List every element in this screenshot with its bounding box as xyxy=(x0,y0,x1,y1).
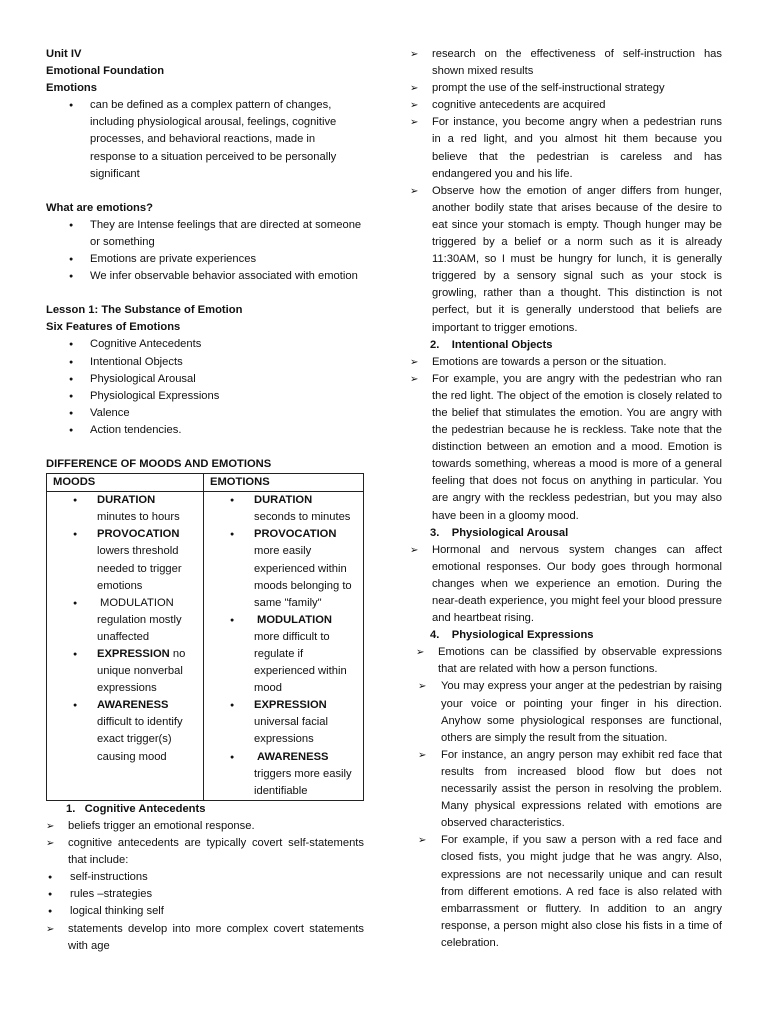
six-features-heading: Six Features of Emotions xyxy=(46,321,181,334)
mood-duration: ● DURATION minutes to hours xyxy=(53,492,199,526)
foundation-title: Emotional Foundation xyxy=(46,65,165,78)
list-item: ➢ You may express your anger at the pedestrian by raising your voice or pointing your finger in his direction. Anyhow some physiological responses are functional, others are simply the result from the situation. xyxy=(410,678,722,746)
intentional-objects-list xyxy=(410,354,722,525)
physiological-arousal-heading: 3. Physiological Arousal xyxy=(430,526,569,539)
left-column xyxy=(46,46,364,955)
list-item: ● rules –strategies xyxy=(46,886,364,903)
emotion-modulation: ● MODULATION more difficult to regulate if experienced within mood xyxy=(210,612,359,697)
list-item: ➢ research on the effectiveness of self-instruction has shown mixed results xyxy=(410,46,722,80)
list-item: ● Physiological Expressions xyxy=(46,388,364,405)
physiological-expressions-list-b xyxy=(410,678,722,952)
list-item: ➢ For example, if you saw a person with a red face and closed fists, you might judge that he was angry. Also, expressions are not necessarily unique and can result from different emotions. A red face is also related with embarrassment or fluttery. In addition to an angry response, a person might also close his fists in a time of celebration. xyxy=(410,832,722,952)
list-item: ➢ prompt the use of the self-instructional strategy xyxy=(410,80,722,97)
list-item: ➢ statements develop into more complex covert statements with age xyxy=(46,921,364,955)
list-item: ➢ Hormonal and nervous system changes can affect emotional responses. Our body goes through hormonal changes when we experience an emotion. During the near-death experience, you might feel your blood pressure and heartbeat rising. xyxy=(410,542,722,627)
cognitive-bullets xyxy=(46,869,364,920)
list-item: ● Action tendencies. xyxy=(46,422,364,439)
moods-emotions-table xyxy=(46,473,364,801)
six-features-list xyxy=(46,336,364,439)
mood-provocation: ● PROVOCATION lowers threshold needed to trigger emotions xyxy=(53,526,199,594)
emotions-heading: Emotions xyxy=(46,82,97,95)
list-item: ➢ cognitive antecedents are typically covert self-statements that include: xyxy=(46,835,364,869)
cognitive-list-b xyxy=(46,921,364,955)
intentional-objects-heading: 2. Intentional Objects xyxy=(430,338,553,351)
list-item: ● They are Intense feelings that are directed at someone or something xyxy=(46,217,364,251)
emotion-expression: ● EXPRESSION universal facial expressions xyxy=(210,697,359,748)
difference-heading: DIFFERENCE OF MOODS AND EMOTIONS xyxy=(46,457,272,470)
lesson-heading: Lesson 1: The Substance of Emotion xyxy=(46,304,243,317)
list-item: ● Physiological Arousal xyxy=(46,371,364,388)
list-item: ➢ Observe how the emotion of anger differs from hunger, another bodily state that arises because of the desire to eat since your stomach is empty. Though hunger may be triggered by a belief or a norm such as it is already 11:30AM, so I must be hungry for lunch, it is generally triggered by a sensory signal such as your stock is growling, rather than a thought. This distinction is not perfect, but it is generally understood that beliefs are important to trigger emotions. xyxy=(410,183,722,337)
list-item: ➢ cognitive antecedents are acquired xyxy=(410,97,722,114)
physiological-arousal-list xyxy=(410,542,722,627)
emotions-column-header: EMOTIONS xyxy=(204,474,364,492)
moods-column-header: MOODS xyxy=(47,474,204,492)
list-item: ● self-instructions xyxy=(46,869,364,886)
list-item: ➢ Emotions are towards a person or the situation. xyxy=(410,354,722,371)
what-heading: What are emotions? xyxy=(46,201,153,214)
list-item: ● Cognitive Antecedents xyxy=(46,336,364,353)
moods-cell xyxy=(47,492,204,801)
list-item: ➢ For instance, an angry person may exhibit red face that results from increased blood flow but does not necessarily assist the person in resolving the problem. Many physical expressions related with emotions are observed characteristics. xyxy=(410,747,722,832)
mood-expression: ● EXPRESSION no unique nonverbal expressions xyxy=(53,646,199,697)
list-item: ● Intentional Objects xyxy=(46,354,364,371)
antecedents-continued-list xyxy=(410,46,722,337)
emotions-cell xyxy=(204,492,364,801)
list-item: ➢ For example, you are angry with the pedestrian who ran the red light. The object of the emotion is closely related to the belief that stimulates the emotion. You are angry with the pedestrian because he is reckless. Take note that the distinction between an emotion and a mood. Emotion is towards something, whereas a mood is more of a general feeling that does not focus on anything in particular. You are angry with the reckless pedestrian, but you may also have been in a gloomy mood. xyxy=(410,371,722,525)
mood-modulation: ● MODULATION regulation mostly unaffected xyxy=(53,595,199,646)
list-item: ● logical thinking self xyxy=(46,903,364,920)
cognitive-list-a xyxy=(46,818,364,869)
list-item: ● We infer observable behavior associated with emotion xyxy=(46,268,364,285)
what-list xyxy=(46,217,364,285)
cognitive-antecedents-heading: 1. Cognitive Antecedents xyxy=(66,802,206,815)
right-column xyxy=(410,46,722,952)
mood-awareness: ● AWARENESS difficult to identify exact trigger(s) causing mood xyxy=(53,697,199,765)
definition-list xyxy=(46,97,364,182)
unit-title: Unit IV xyxy=(46,48,82,60)
physiological-expressions-list-a xyxy=(410,644,722,678)
definition-item: ● can be defined as a complex pattern of changes, including physiological arousal, feelings, cognitive processes, and behavioral reactions, made in response to a situation perceived to be personally significant xyxy=(46,97,364,182)
list-item: ● Valence xyxy=(46,405,364,422)
emotion-provocation: ● PROVOCATION more easily experienced within moods belonging to same "family" xyxy=(210,526,359,611)
emotion-duration: ● DURATION seconds to minutes xyxy=(210,492,359,526)
list-item: ● Emotions are private experiences xyxy=(46,251,364,268)
physiological-expressions-heading: 4. Physiological Expressions xyxy=(430,629,594,642)
list-item: ➢ For instance, you become angry when a pedestrian runs in a red light, and you almost hit them because you believe that the pedestrian is careless and has endangered you and his life. xyxy=(410,114,722,182)
list-item: ➢ Emotions can be classified by observable expressions that are related with how a person functions. xyxy=(410,644,722,678)
list-item: ➢ beliefs trigger an emotional response. xyxy=(46,818,364,835)
emotion-awareness: ● AWARENESS triggers more easily identifiable xyxy=(210,749,359,800)
